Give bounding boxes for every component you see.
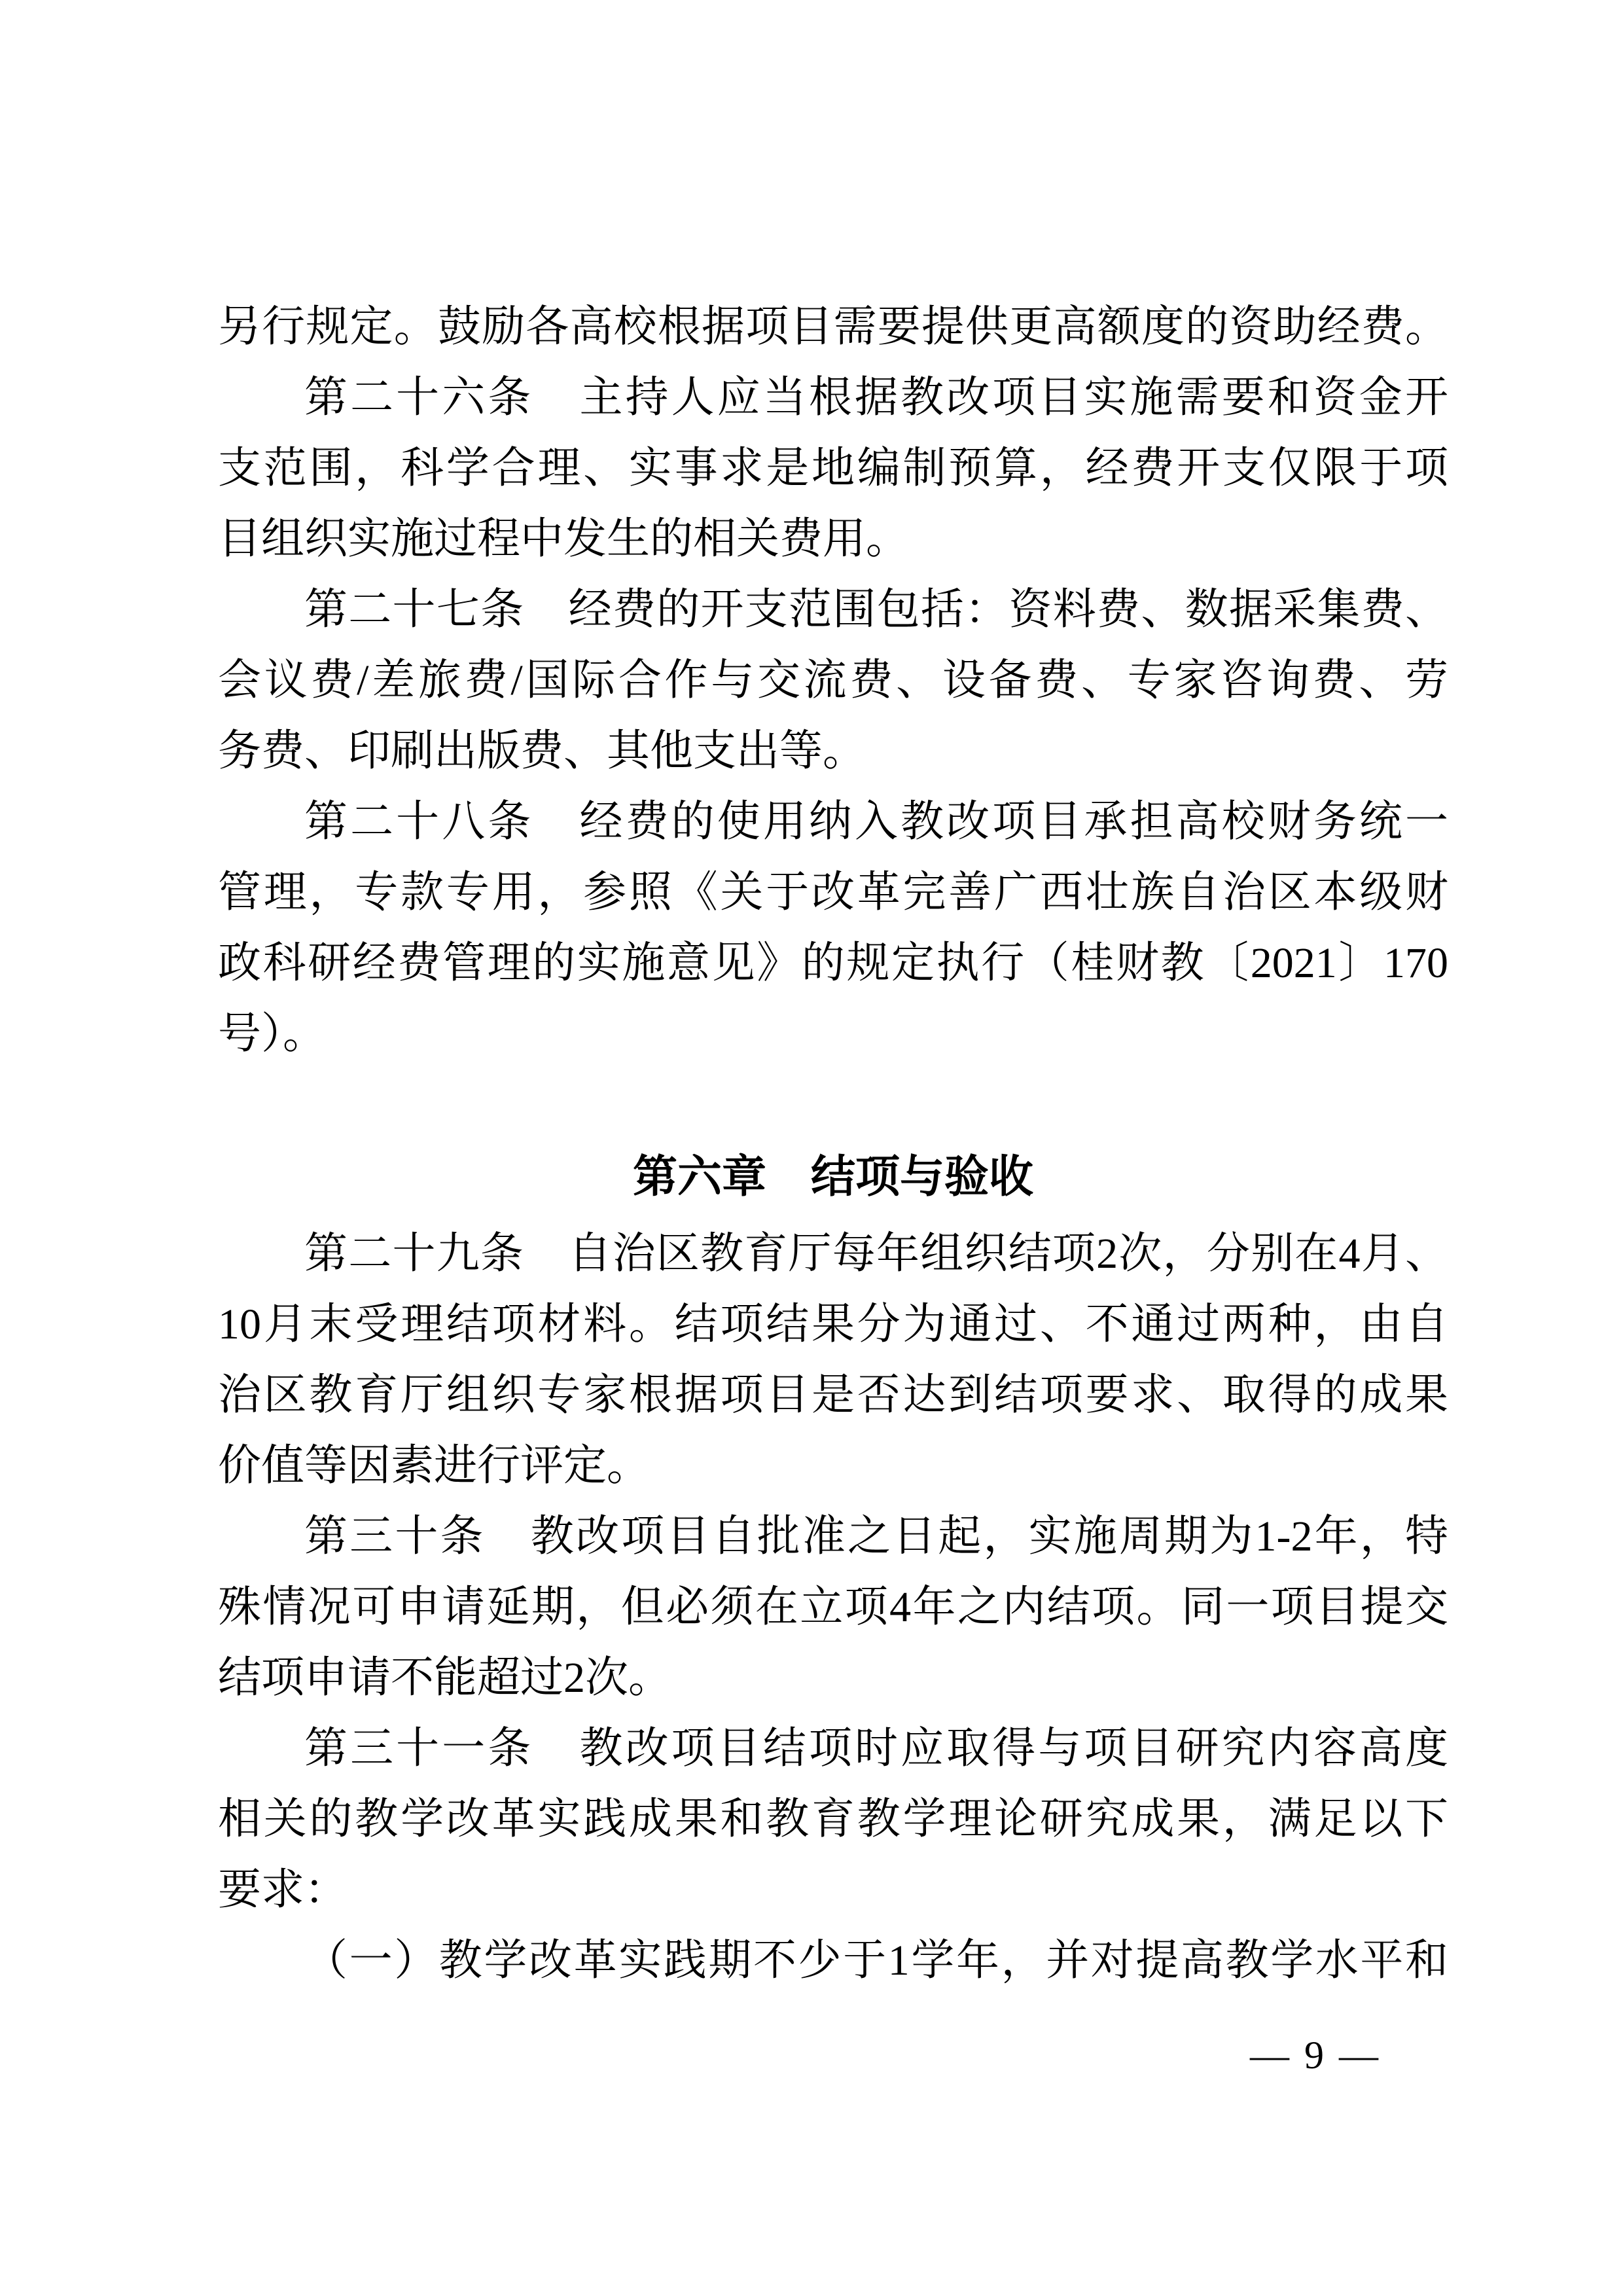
text-line: 支范围，科学合理、实事求是地编制预算，经费开支仅限于项: [218, 444, 1448, 492]
text-line: （一）教学改革实践期不少于1学年，并对提高教学水平和: [304, 1937, 1448, 1984]
text-line: 10月末受理结项材料。结项结果分为通过、不通过两种，由自: [218, 1300, 1448, 1348]
text-line: 会议费/差旅费/国际合作与交流费、设备费、专家咨询费、劳: [218, 656, 1448, 704]
text-line: 治区教育厅组织专家根据项目是否达到结项要求、取得的成果: [218, 1371, 1448, 1419]
text-line: 目组织实施过程中发生的相关费用。: [218, 515, 909, 563]
paragraph-block-completion: [218, 1219, 1448, 1996]
text-line: 管理，专款专用，参照《关于改革完善广西壮族自治区本级财: [218, 869, 1448, 916]
document-text-block: [218, 292, 1448, 1996]
text-line: 相关的教学改革实践成果和教育教学理论研究成果，满足以下: [218, 1795, 1448, 1843]
text-line: 另行规定。鼓励各高校根据项目需要提供更高额度的资助经费。: [218, 303, 1448, 351]
page-number: — 9 —: [1250, 2034, 1381, 2077]
text-line: 第二十七条 经费的开支范围包括：资料费、数据采集费、: [304, 586, 1448, 634]
paragraph-block-funding: [218, 292, 1448, 1069]
text-line: 第二十八条 经费的使用纳入教改项目承担高校财务统一: [304, 798, 1448, 846]
text-line: 号）。: [218, 1010, 326, 1058]
text-line: 殊情况可申请延期，但必须在立项4年之内结项。同一项目提交: [218, 1583, 1448, 1631]
text-line: 第三十一条 教改项目结项时应取得与项目研究内容高度: [304, 1725, 1448, 1772]
text-line: 要求：: [218, 1866, 348, 1914]
text-line: 价值等因素进行评定。: [218, 1442, 650, 1490]
text-line: 结项申请不能超过2次。: [218, 1654, 671, 1702]
text-line: 第二十六条 主持人应当根据教改项目实施需要和资金开: [304, 374, 1448, 422]
text-line: 第二十九条 自治区教育厅每年组织结项2次，分别在4月、: [304, 1230, 1448, 1278]
text-line: 第三十条 教改项目自批准之日起，实施周期为1-2年，特: [304, 1513, 1448, 1560]
text-line: 政科研经费管理的实施意见》的规定执行（桂财教〔2021〕170: [218, 939, 1448, 987]
chapter-heading: 第六章 结项与验收: [632, 1152, 1033, 1202]
text-line: 务费、印刷出版费、其他支出等。: [218, 727, 866, 775]
